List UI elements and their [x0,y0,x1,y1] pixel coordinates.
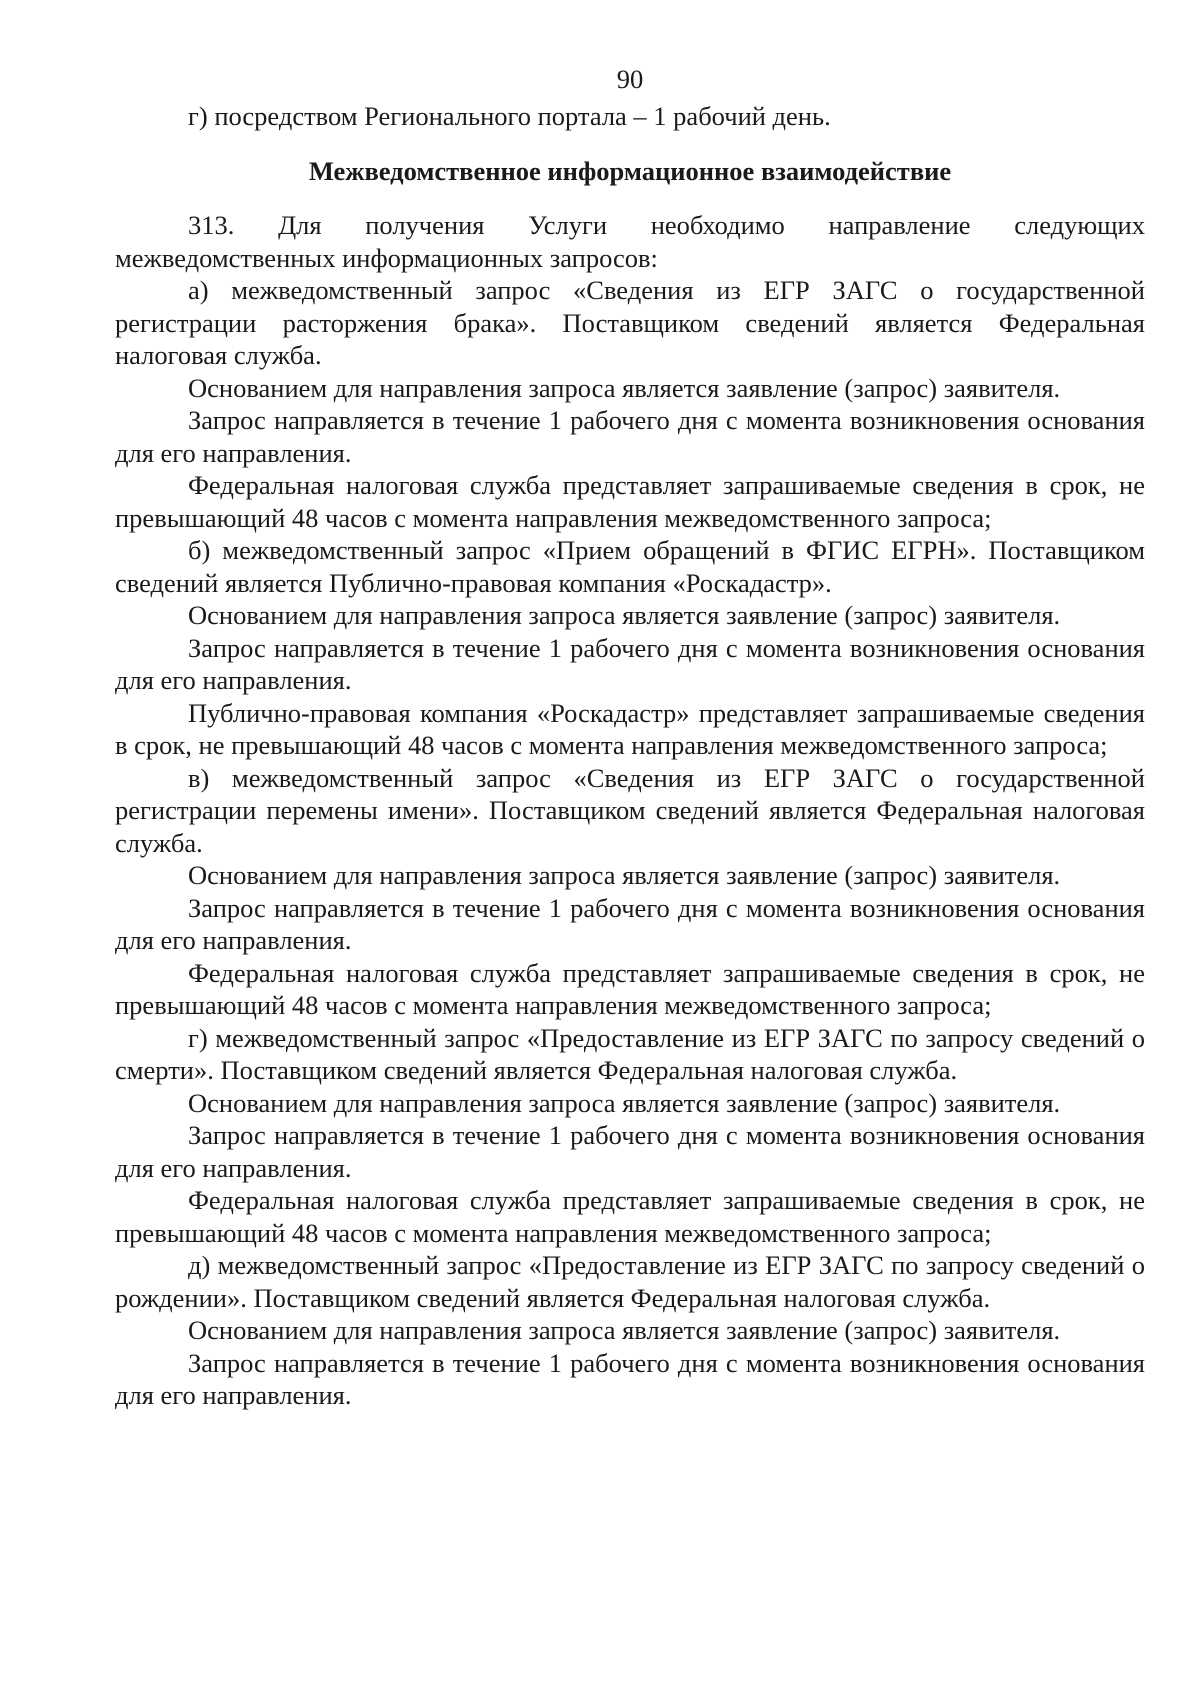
paragraph-g-basis: Основанием для направления запроса является заявление (запрос) заявителя. [188,1087,1061,1118]
paragraph-d-request: д) межведомственный запрос «Предоставление из ЕГР ЗАГС по запросу сведений о рождении». Поставщиком сведений является Федеральная налоговая служба. [115,1250,1145,1313]
paragraph-a-response: Федеральная налоговая служба представляет запрашиваемые сведения в срок, не превышающий 48 часов с момента направления межведомственного запроса; [115,470,1145,533]
paragraph-g-response: Федеральная налоговая служба представляет запрашиваемые сведения в срок, не превышающий 48 часов с момента направления межведомственного запроса; [115,1185,1145,1248]
paragraph-a-timing: Запрос направляется в течение 1 рабочего дня с момента возникновения основания для его направления. [115,405,1145,468]
paragraph-b-basis: Основанием для направления запроса является заявление (запрос) заявителя. [188,600,1061,630]
paragraph-d-basis: Основанием для направления запроса является заявление (запрос) заявителя. [188,1315,1061,1345]
intro-line: г) посредством Регионального портала – 1 рабочий день. [188,101,831,131]
paragraph-b-timing: Запрос направляется в течение 1 рабочего дня с момента возникновения основания для его направления. [115,632,1145,695]
paragraph-g-request: г) межведомственный запрос «Предоставление из ЕГР ЗАГС по запросу сведений о смерти». Поставщиком сведений является Федеральная налоговая служба. [115,1022,1145,1085]
paragraph-v-basis: Основанием для направления запроса является заявление (запрос) заявителя. [188,860,1061,890]
section-title: Межведомственное информационное взаимодействие [308,155,952,186]
document-page [115,62,1145,1412]
paragraph-b-response: Публично-правовая компания «Роскадастр» представляет запрашиваемые сведения в срок, не превышающий 48 часов с момента направления межведомственного запроса; [115,697,1145,760]
paragraph-v-timing: Запрос направляется в течение 1 рабочего дня с момента возникновения основания для его направления. [115,892,1145,955]
paragraph-b-request: б) межведомственный запрос «Прием обращений в ФГИС ЕГРН». Поставщиком сведений является Публично-правовая компания «Роскадастр». [115,535,1145,598]
paragraph-313: 313. Для получения Услуги необходимо направление следующих межведомственных информационных запросов: [115,210,1145,273]
paragraph-d-timing: Запрос направляется в течение 1 рабочего дня с момента возникновения основания для его направления. [115,1347,1145,1410]
paragraph-v-request: в) межведомственный запрос «Сведения из ЕГР ЗАГС о государственной регистрации перемены имени». Поставщиком сведений является Федеральная налоговая служба. [115,762,1145,858]
paragraph-a-request: а) межведомственный запрос «Сведения из ЕГР ЗАГС о государственной регистрации расторжения брака». Поставщиком сведений является Федеральная налоговая служба. [115,275,1145,370]
paragraph-v-response: Федеральная налоговая служба представляет запрашиваемые сведения в срок, не превышающий 48 часов с момента направления межведомственного запроса; [115,957,1145,1020]
paragraph-g-timing: Запрос направляется в течение 1 рабочего дня с момента возникновения основания для его направления. [115,1120,1145,1183]
paragraph-a-basis: Основанием для направления запроса является заявление (запрос) заявителя. [188,372,1061,403]
page-number: 90 [616,64,644,94]
